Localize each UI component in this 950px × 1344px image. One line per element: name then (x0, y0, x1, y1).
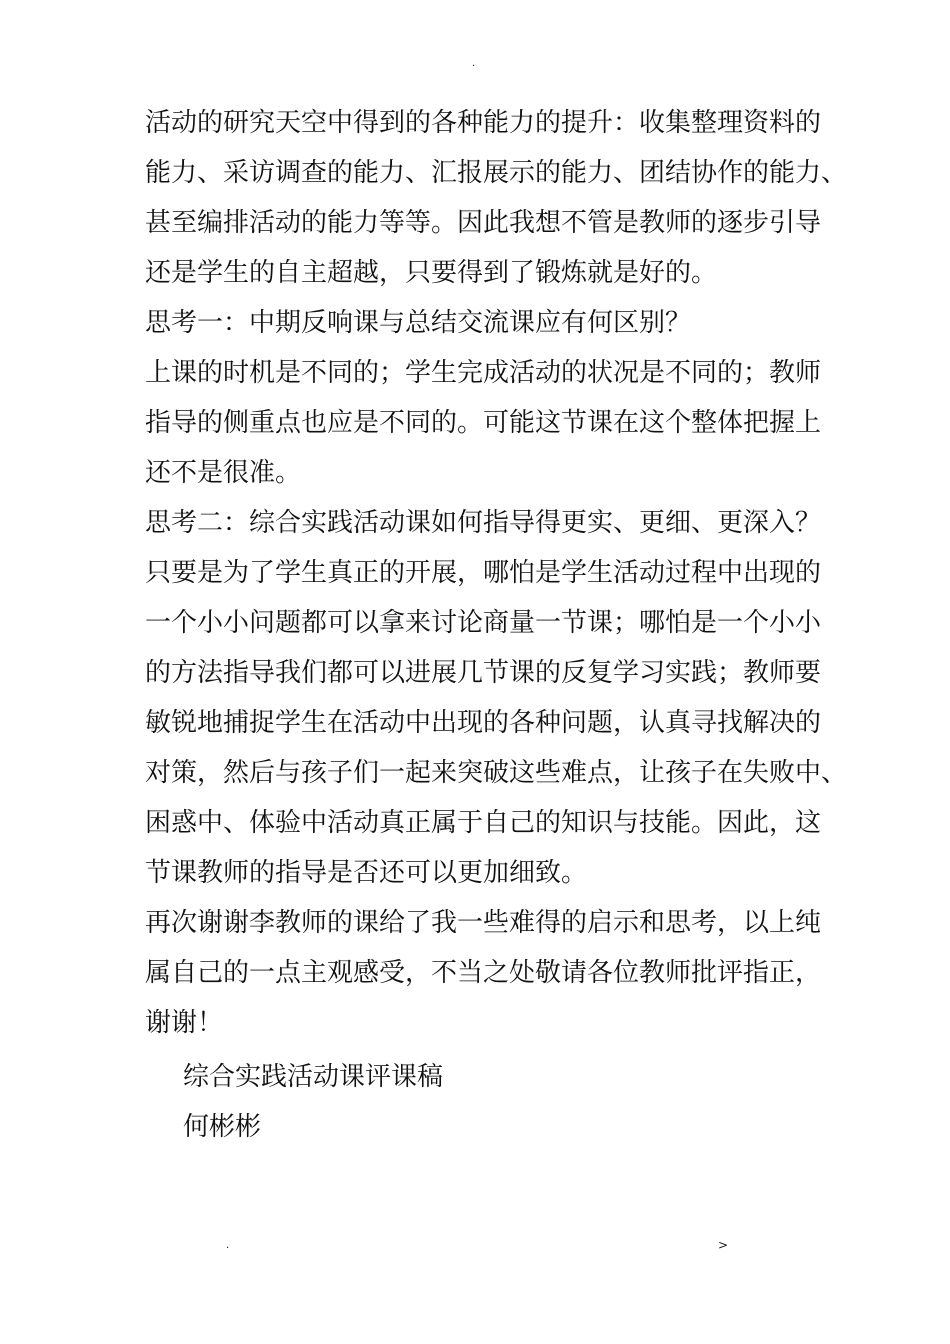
paragraph-line: 对策，然后与孩子们一起来突破这些难点，让孩子在失败中、 (145, 758, 848, 788)
paragraph-line: 谢谢！ (145, 1008, 224, 1038)
paragraph-line: 节课教师的指导是否还可以更加细致。 (145, 858, 588, 888)
paragraph-line: 还不是很准。 (145, 458, 302, 488)
document-body (145, 98, 848, 1152)
question-two: 思考二：综合实践活动课如何指导得更实、更细、更深入？ (145, 508, 822, 538)
next-title: 综合实践活动课评课稿 (183, 1062, 444, 1092)
paragraph-line: 上课的时机是不同的；学生完成活动的状况是不同的；教师 (145, 358, 822, 388)
paragraph-line: 的方法指导我们都可以进展几节课的反复学习实践；教师要 (145, 658, 822, 688)
paragraph-line: 能力、采访调查的能力、汇报展示的能力、团结协作的能力、 (145, 158, 848, 188)
question-one: 思考一：中期反响课与总结交流课应有何区别？ (145, 308, 692, 338)
author-name: 何彬彬 (183, 1112, 262, 1142)
paragraph-line: 甚至编排活动的能力等等。因此我想不管是教师的逐步引导 (145, 208, 822, 238)
paragraph-line: 一个小小问题都可以拿来讨论商量一节课；哪怕是一个小小 (145, 608, 822, 638)
paragraph-line: 活动的研究天空中得到的各种能力的提升：收集整理资料的 (145, 108, 822, 138)
header-dot: . (472, 58, 476, 69)
footer-arrow: > (718, 1238, 729, 1252)
paragraph-line: 困惑中、体验中活动真正属于自己的知识与技能。因此，这 (145, 808, 822, 838)
paragraph-line: 只要是为了学生真正的开展，哪怕是学生活动过程中出现的 (145, 558, 822, 588)
paragraph-line: 属自己的一点主观感受，不当之处敬请各位教师批评指正， (145, 958, 822, 988)
paragraph-line: 还是学生的自主超越，只要得到了锻炼就是好的。 (145, 258, 718, 288)
paragraph-line: 指导的侧重点也应是不同的。可能这节课在这个整体把握上 (145, 408, 822, 438)
paragraph-line: 再次谢谢李教师的课给了我一些难得的启示和思考，以上纯 (145, 908, 822, 938)
paragraph-line: 敏锐地捕捉学生在活动中出现的各种问题，认真寻找解决的 (145, 708, 822, 738)
footer-dot: . (226, 1240, 230, 1251)
